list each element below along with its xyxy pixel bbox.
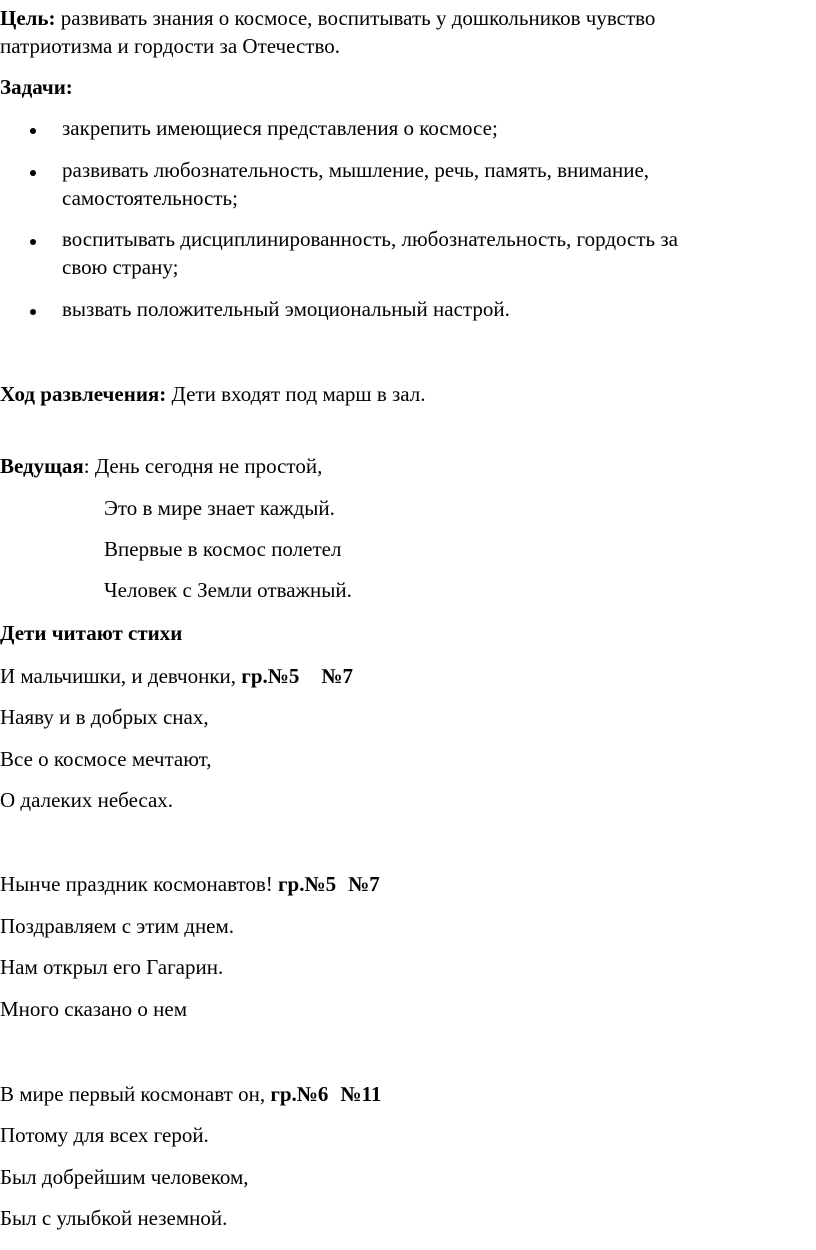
poem-2-line-1: [0, 870, 380, 898]
poem-2-group: гр.№5: [278, 872, 337, 896]
goal-line-1: [0, 4, 655, 32]
poem-1-line-4: О далеких небесах.: [0, 788, 174, 812]
task-item-1-text: закрепить имеющиеся представления о космосе;: [62, 116, 498, 140]
course-line: [0, 380, 426, 408]
children-heading-text: Дети читают стихи: [0, 621, 183, 645]
course-text: Дети входят под марш в зал.: [166, 382, 426, 406]
poem-1-group: гр.№5: [241, 664, 300, 688]
bullet-icon: [30, 309, 36, 315]
host-line-1: [0, 452, 322, 480]
task-item-4-text: вызвать положительный эмоциональный настрой.: [62, 297, 510, 321]
goal-text: развивать знания о космосе, воспитывать у дошкольников чувство: [55, 6, 656, 30]
host-first-line: : День сегодня не простой,: [83, 454, 323, 478]
poem-3-group: гр.№6: [270, 1082, 329, 1106]
poem-2-number: №7: [348, 872, 380, 896]
poem-1-first-line: И мальчишки, и девчонки,: [0, 664, 242, 688]
task-item-3-line-1: воспитывать дисциплинированность, любознательность, гордость за: [62, 227, 679, 251]
tasks-label: [0, 73, 73, 101]
task-item-2-line-1: развивать любознательность, мышление, речь, память, внимание,: [62, 158, 650, 182]
poem-1-number: №7: [321, 664, 353, 688]
goal-line-2: патриотизма и гордости за Отечество.: [0, 34, 340, 58]
bullet-icon: [30, 170, 36, 176]
poem-1-line-3: Все о космосе мечтают,: [0, 747, 212, 771]
poem-3-line-1: [0, 1080, 381, 1108]
bullet-icon: [30, 128, 36, 134]
poem-2-line-2: Поздравляем с этим днем.: [0, 914, 235, 938]
task-item-3-line-2: свою страну;: [62, 255, 179, 279]
task-item-1: [62, 114, 802, 142]
poem-3-line-2: Потому для всех герой.: [0, 1123, 209, 1147]
poem-1-line-1: [0, 662, 353, 690]
poem-3-line-4: Был с улыбкой неземной.: [0, 1206, 228, 1230]
bullet-icon: [30, 239, 36, 245]
host-label: Ведущая: [0, 454, 84, 478]
task-item-2-line-2: самостоятельность;: [62, 186, 238, 210]
task-item-3: [62, 225, 802, 281]
poem-2-line-3: Нам открыл его Гагарин.: [0, 955, 224, 979]
host-line-2: Это в мире знает каждый.: [104, 496, 335, 520]
tasks-label-text: Задачи:: [0, 75, 73, 99]
poem-3-first-line: В мире первый космонавт он,: [0, 1082, 271, 1106]
poem-2-first-line: Нынче праздник космонавтов!: [0, 872, 279, 896]
poem-3-number: №11: [340, 1082, 382, 1106]
task-item-2: [62, 156, 802, 212]
poem-1-line-2: Наяву и в добрых снах,: [0, 705, 209, 729]
host-line-3: Впервые в космос полетел: [104, 537, 342, 561]
course-label: Ход развлечения:: [0, 382, 167, 406]
poem-2-line-4: Много сказано о нем: [0, 997, 187, 1021]
task-item-4: [62, 295, 802, 323]
poem-3-line-3: Был добрейшим человеком,: [0, 1165, 249, 1189]
goal-label: Цель:: [0, 6, 56, 30]
host-line-4: Человек с Земли отважный.: [104, 578, 352, 602]
children-heading: [0, 619, 182, 647]
